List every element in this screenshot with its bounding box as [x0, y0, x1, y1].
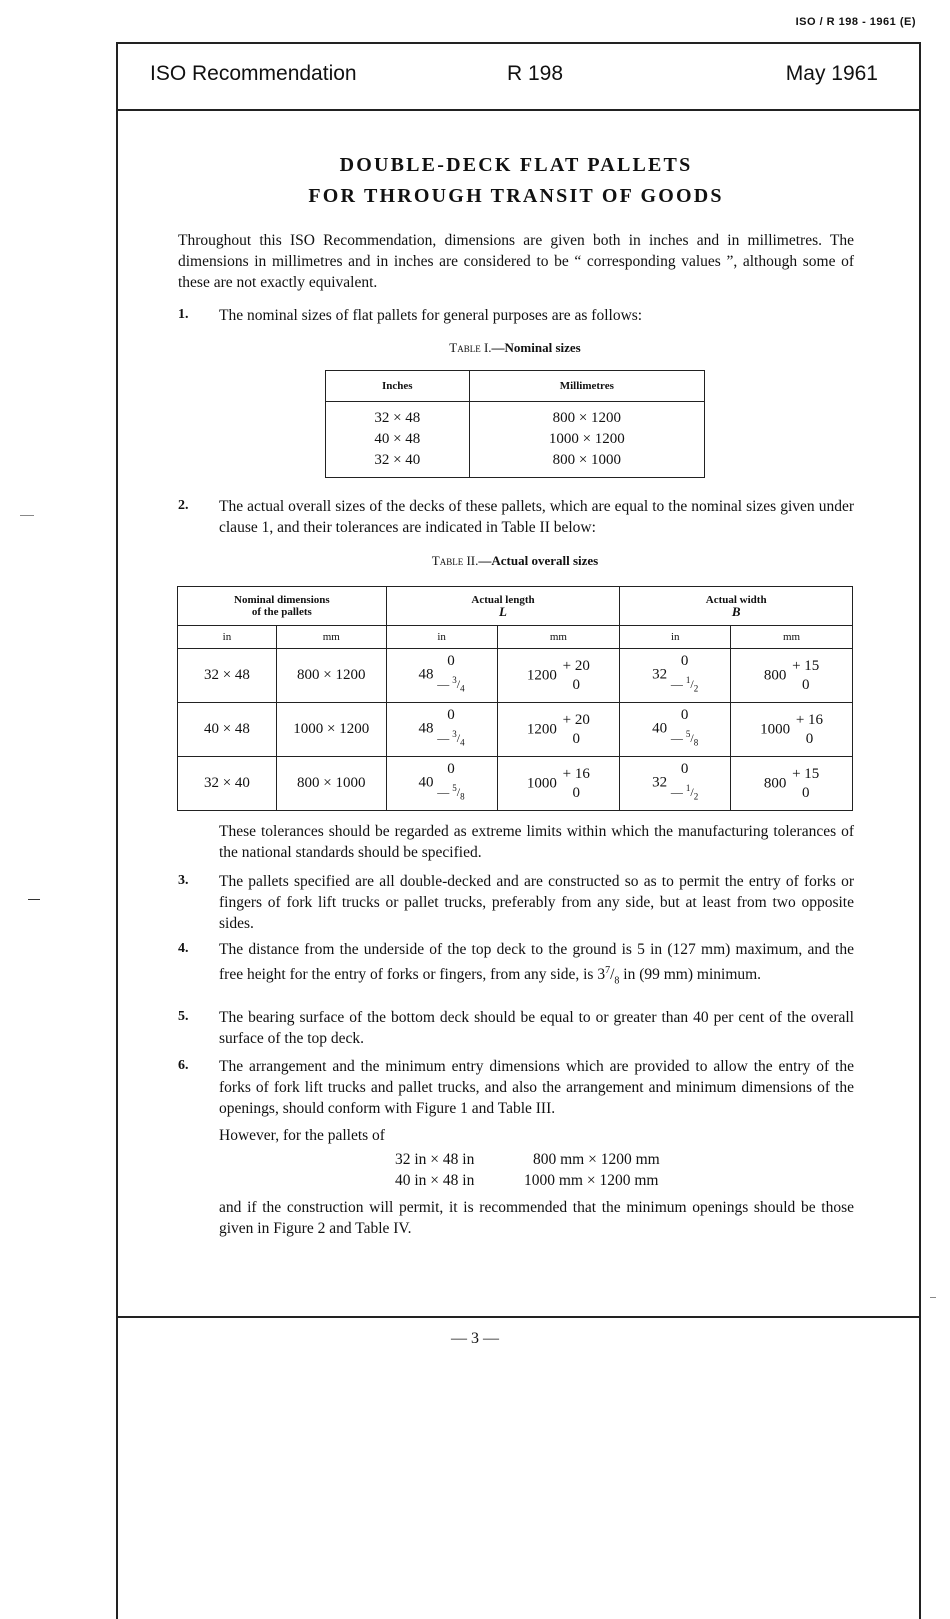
length-in-tolerance — [437, 760, 464, 806]
fraction-denominator: 8 — [614, 975, 620, 987]
table-1-header-inches: Inches — [326, 371, 470, 402]
page-number: — 3 — — [451, 1330, 499, 1347]
table-2-unit-mm: mm — [497, 626, 620, 649]
clause-3-number: 3. — [178, 873, 189, 888]
clause-6-closing: and if the construction will permit, it is recommended that the minimum openings should be those given in Figure 2 and Table IV. — [219, 1199, 854, 1237]
footer-divider — [116, 1316, 919, 1318]
tolerance-lower: — $^1/_2$ — [670, 783, 699, 802]
table-2-header-width-symbol: B — [731, 604, 741, 619]
table-1-inches-row-2: 40 × 48 — [374, 431, 421, 447]
table-2-header-nominal-line-1: Nominal dimensions — [234, 594, 330, 606]
clause-2-number: 2. — [178, 498, 189, 513]
length-mm-cell — [497, 649, 620, 703]
table-actual-sizes — [177, 586, 853, 811]
fraction-denominator: 4 — [460, 683, 465, 694]
fraction-numerator: 5 — [685, 729, 691, 740]
tolerance-lower: — $^3/_4$ — [437, 729, 465, 748]
header-series: ISO Recommendation — [150, 62, 357, 85]
intro-paragraph: Throughout this ISO Recommendation, dimensions are given both in inches and in millimetres. The dimensions in millimetres and in inches are considered to be “ corresponding values ”, although some of these are not exactly equivalent. — [178, 232, 854, 291]
length-mm-cell — [497, 703, 620, 757]
length-mm-cell — [497, 757, 620, 811]
clause-6-number: 6. — [178, 1058, 189, 1073]
table-row — [178, 703, 853, 757]
width-in-cell — [620, 757, 731, 811]
tolerance-upper: 0 — [680, 707, 689, 724]
clause-4-text-a: The distance from the underside of the top deck to the ground is 5 in (127 mm) maximum, and the free height for the entry of forks or fingers, from any side, is 3 — [219, 941, 854, 984]
length-in-tolerance — [437, 706, 464, 752]
table-2-header-length — [386, 587, 620, 626]
tolerance-lower: — $^3/_4$ — [437, 675, 465, 694]
header-number: R 198 — [507, 62, 564, 85]
fraction-numerator: 7 — [605, 965, 611, 976]
fraction-denominator: 2 — [693, 683, 699, 694]
scan-mark — [20, 515, 34, 516]
table-1-inches-row-1: 32 × 48 — [374, 410, 421, 426]
width-in-tolerance — [671, 760, 698, 806]
table-2-unit-mm: mm — [276, 626, 386, 649]
table-2-header-width — [620, 587, 853, 626]
nominal-in-cell: 32 × 48 — [178, 649, 277, 703]
header-date: May 1961 — [785, 62, 878, 85]
length-in-value: 48 — [418, 720, 434, 737]
tolerance-upper: + 20 — [562, 657, 590, 674]
fraction-denominator: 8 — [693, 737, 699, 748]
table-1-mm-row-1: 800 × 1200 — [552, 410, 622, 426]
table-nominal-sizes — [325, 370, 705, 478]
fraction-numerator: 1 — [685, 675, 691, 686]
width-in-tolerance — [671, 706, 698, 752]
width-mm-tolerance — [792, 657, 819, 695]
table-2-unit-in: in — [178, 626, 277, 649]
width-in-value: 40 — [652, 720, 668, 737]
table-1-mm-row-2: 1000 × 1200 — [548, 431, 625, 447]
tolerance-lower: 0 — [801, 784, 810, 801]
length-in-tolerance — [437, 652, 464, 698]
tolerance-lower: 0 — [572, 784, 581, 801]
table-2-label: Table II. — [431, 553, 479, 568]
width-mm-cell — [731, 703, 853, 757]
fraction-numerator: 1 — [685, 783, 691, 794]
length-in-cell — [386, 757, 497, 811]
length-in-cell — [386, 703, 497, 757]
length-in-value: 48 — [418, 666, 434, 683]
tolerance-upper: + 20 — [562, 711, 590, 728]
nominal-in-cell: 40 × 48 — [178, 703, 277, 757]
tolerance-lower: 0 — [801, 676, 810, 693]
table-1-inches-row-3: 32 × 40 — [374, 452, 421, 468]
fraction-denominator: 4 — [460, 737, 465, 748]
tolerance-lower: — $^1/_2$ — [670, 675, 699, 694]
tolerance-upper: 0 — [680, 761, 689, 778]
length-mm-tolerance — [563, 765, 590, 803]
title-line-1: DOUBLE-DECK FLAT PALLETS — [339, 154, 693, 176]
clause-6-text: The arrangement and the minimum entry dimensions which are provided to allow the entry of the forks of fork lift trucks and pallet trucks, and also the arrangement and minimum dimensions of the openings, should conform with Figure 1 and Table III. — [219, 1058, 854, 1117]
tolerance-lower: 0 — [805, 730, 814, 747]
length-in-cell — [386, 649, 497, 703]
clause-5-text: The bearing surface of the bottom deck should be equal to or greater than 40 per cent of the overall surface of the top deck. — [219, 1009, 854, 1047]
clause-6-however: However, for the pallets of — [219, 1127, 385, 1144]
length-mm-tolerance — [563, 657, 590, 695]
width-mm-value: 800 — [763, 774, 787, 791]
clause-1-text: The nominal sizes of flat pallets for general purposes are as follows: — [219, 307, 643, 324]
tolerance-upper: 0 — [680, 653, 689, 670]
fraction-denominator: 2 — [693, 791, 699, 802]
tolerance-lower: 0 — [572, 676, 581, 693]
clause-5-number: 5. — [178, 1009, 189, 1024]
table-2-caption — [177, 553, 853, 569]
table-row — [178, 757, 853, 811]
table-2-unit-in: in — [620, 626, 731, 649]
table-1-caption — [325, 340, 705, 356]
table-2-header-nominal-line-2: of the pallets — [251, 606, 312, 618]
clause-4-text-b: in (99 mm) minimum. — [619, 966, 762, 984]
table-2-unit-in: in — [386, 626, 497, 649]
width-in-value: 32 — [652, 774, 668, 791]
table-1-header-mm: Millimetres — [469, 371, 704, 402]
fraction-numerator: 3 — [452, 675, 457, 686]
tolerance-upper: + 15 — [792, 765, 820, 782]
table-1-inches-cell — [326, 402, 470, 478]
fraction-numerator: 5 — [452, 783, 457, 794]
pallet-size-mm-1: 800 mm × 1200 mm — [533, 1151, 660, 1168]
length-mm-value: 1200 — [526, 720, 557, 737]
title-line-2: FOR THROUGH TRANSIT OF GOODS — [308, 185, 724, 207]
table-2-header-length-label: Actual length — [471, 594, 535, 606]
nominal-mm-cell: 800 × 1000 — [276, 757, 386, 811]
table-1-mm-cell — [469, 402, 704, 478]
width-in-cell — [620, 703, 731, 757]
table-1-mm-row-3: 800 × 1000 — [552, 452, 622, 468]
table-2-header-width-label: Actual width — [705, 594, 767, 606]
width-mm-value: 800 — [763, 666, 787, 683]
pallet-size-mm-2: 1000 mm × 1200 mm — [524, 1172, 659, 1189]
table-2-unit-mm: mm — [731, 626, 853, 649]
tolerance-upper: + 16 — [795, 711, 824, 728]
scan-mark — [28, 899, 40, 900]
pallet-size-in-2: 40 in × 48 in — [395, 1172, 475, 1189]
table-1-label: Table I. — [449, 340, 492, 355]
pallet-size-in-1: 32 in × 48 in — [395, 1151, 475, 1168]
tolerance-upper: 0 — [447, 707, 455, 724]
table-1-title: —Nominal sizes — [491, 340, 581, 355]
tolerance-upper: 0 — [447, 761, 455, 778]
width-mm-tolerance — [792, 765, 819, 803]
clause-4-text: The distance from the underside of the top deck to the ground is 5 in (127 mm) maximum, and the free height for the entry of forks or fingers, from any side, is $3^7/_8$ in (99 mm) minimum. — [219, 941, 854, 987]
clause-4-number: 4. — [178, 941, 189, 956]
table-2-header-nominal — [178, 587, 387, 626]
tolerance-note: These tolerances should be regarded as extreme limits within which the manufacturing tolerances of the national standards should be specified. — [219, 823, 854, 861]
length-mm-tolerance — [563, 711, 590, 749]
clause-3-text: The pallets specified are all double-decked and are constructed so as to permit the entry of forks or fingers of fork lift trucks or pallet trucks, preferably from any side, but at least from two opposite sides. — [219, 873, 854, 932]
clause-1-number: 1. — [178, 307, 189, 322]
length-mm-value: 1200 — [526, 666, 557, 683]
tolerance-lower: — $^5/_8$ — [670, 729, 699, 748]
width-in-cell — [620, 649, 731, 703]
fraction-numerator: 3 — [452, 729, 457, 740]
length-mm-value: 1000 — [526, 774, 557, 791]
table-2-title: —Actual overall sizes — [478, 553, 599, 568]
tolerance-upper: + 16 — [562, 765, 590, 782]
nominal-in-cell: 32 × 40 — [178, 757, 277, 811]
nominal-mm-cell: 1000 × 1200 — [276, 703, 386, 757]
width-mm-cell — [731, 757, 853, 811]
tolerance-lower: — $^5/_8$ — [437, 783, 465, 802]
header-divider — [116, 109, 919, 111]
width-mm-cell — [731, 649, 853, 703]
table-2-header-length-symbol: L — [499, 604, 507, 619]
fraction-denominator: 8 — [460, 791, 465, 802]
table-row — [178, 649, 853, 703]
tolerance-upper: 0 — [447, 653, 455, 670]
width-mm-value: 1000 — [760, 720, 791, 737]
length-in-value: 40 — [418, 774, 434, 791]
clause-2-text: The actual overall sizes of the decks of these pallets, which are equal to the nominal sizes given under clause 1, and their tolerances are indicated in Table II below: — [219, 498, 854, 536]
width-mm-tolerance — [796, 711, 823, 749]
tolerance-lower: 0 — [572, 730, 581, 747]
document-reference: ISO / R 198 - 1961 (E) — [795, 16, 916, 28]
width-in-value: 32 — [652, 666, 668, 683]
width-in-tolerance — [671, 652, 698, 698]
scan-mark — [930, 1297, 936, 1298]
nominal-mm-cell: 800 × 1200 — [276, 649, 386, 703]
tolerance-upper: + 15 — [792, 657, 820, 674]
